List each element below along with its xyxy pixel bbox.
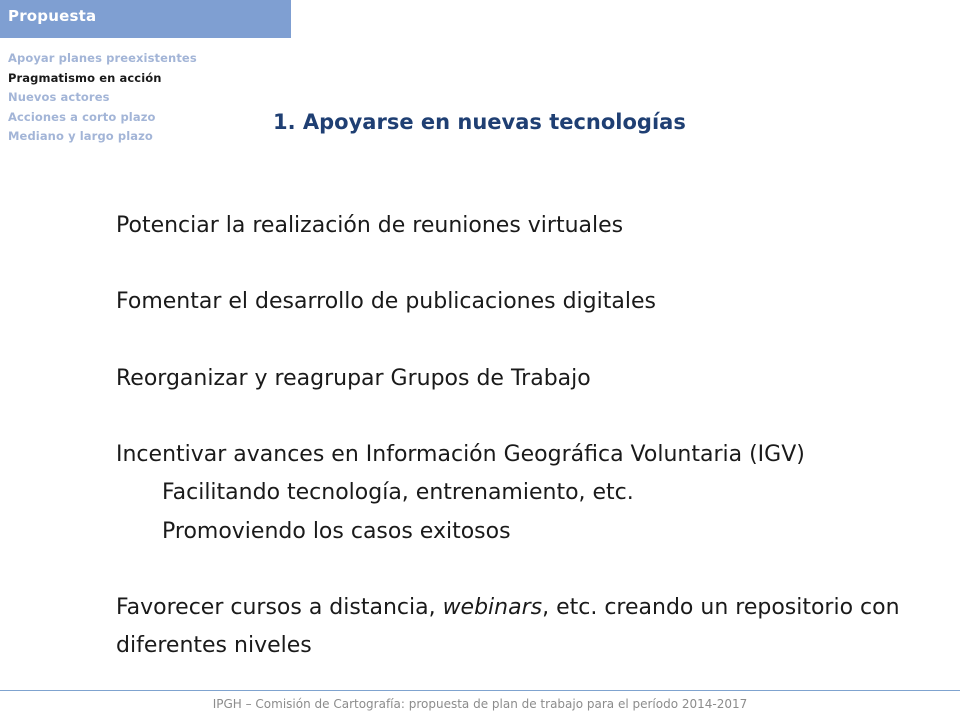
subnav-item-pragmatismo: Pragmatismo en acción [8,70,162,85]
section-tab-label: Propuesta [8,7,97,25]
bullet-cursos-distancia [116,589,946,665]
footer-text: IPGH – Comisión de Cartografía: propuesta de plan de trabajo para el período 2014-2017 [212,697,748,711]
bullet-igv: Incentivar avances en Información Geográfica Voluntaria (IGV) [116,442,805,468]
section-tab [0,0,291,38]
bullet-cursos-webinars: webinars [442,594,543,620]
subnav-item-largo-plazo: Mediano y largo plazo [8,129,153,143]
bullet-publicaciones-digitales: Fomentar el desarrollo de publicaciones digitales [116,289,656,315]
slide-body [116,207,946,665]
bullet-cursos-text-end: , etc. creando un repositorio con diferentes niveles [116,594,900,659]
bullet-cursos-text-start: Favorecer cursos a distancia, [116,594,443,620]
section-subnav [8,49,197,147]
footer-divider [0,690,960,691]
sub-bullet-facilitando: Facilitando tecnología, entrenamiento, etc. [162,480,634,506]
bullet-reuniones-virtuales: Potenciar la realización de reuniones virtuales [116,213,624,238]
bullet-grupos-de-trabajo: Reorganizar y reagrupar Grupos de Trabajo [116,365,591,391]
sub-bullet-promoviendo: Promoviendo los casos exitosos [162,518,511,544]
slide-title: 1. Apoyarse en nuevas tecnologías [273,110,686,134]
subnav-item-nuevos-actores: Nuevos actores [8,90,110,104]
subnav-item-apoyar-planes: Apoyar planes preexistentes [8,51,197,65]
subnav-item-corto-plazo: Acciones a corto plazo [8,109,156,124]
